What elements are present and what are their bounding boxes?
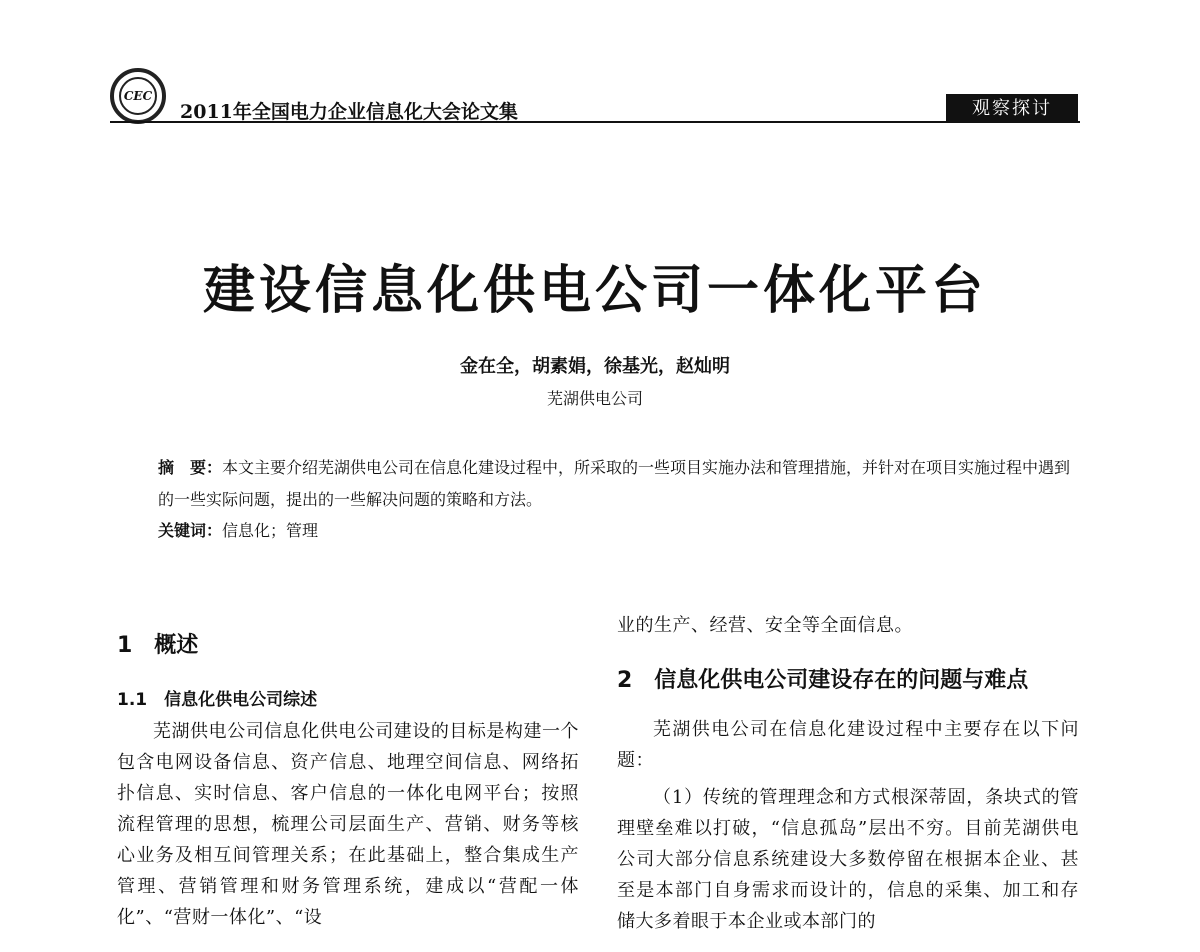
section-2-intro: 芜湖供电公司在信息化建设过程中主要存在以下问题：: [617, 719, 1079, 771]
authors: 金在全，胡素娟，徐基光，赵灿明: [460, 356, 730, 377]
continuation-text: 业的生产、经营、安全等全面信息。: [617, 615, 913, 636]
section-tag: 观察探讨: [946, 94, 1078, 122]
abstract: [158, 452, 1083, 516]
section-2-heading: 2 信息化供电公司建设存在的问题与难点: [617, 668, 1029, 693]
abstract-label: 摘 要：: [158, 458, 223, 477]
paper-title: 建设信息化供电公司一体化平台: [202, 260, 987, 321]
left-column: [117, 628, 579, 933]
affiliation: 芜湖供电公司: [546, 389, 643, 408]
section-1-1-heading: 1.1 信息化供电公司综述: [117, 690, 318, 710]
keywords-text: 信息化；管理: [222, 521, 319, 540]
section-1-1-paragraph: 芜湖供电公司信息化供电公司建设的目标是构建一个包含电网设备信息、资产信息、地理空间信息、网络拓扑信息、实时信息、客户信息的一体化电网平台；按照流程管理的思想，梳理公司层面生产、营销、财务等核心业务及相互间管理关系；在此基础上，整合集成生产管理、营销管理和财务管理系统，建成以“营配一体化”、“营财一体化”、“设: [117, 721, 579, 928]
keywords-label: 关键词：: [158, 521, 223, 540]
keywords: [158, 518, 1083, 541]
header-divider: [110, 121, 1080, 123]
cec-logo: [110, 68, 166, 124]
running-head: 2011年全国电力企业信息化大会论文集: [180, 101, 518, 123]
logo-text: CEC: [123, 89, 153, 103]
cec-logo-mark: [119, 77, 157, 115]
right-column: [617, 610, 1079, 937]
abstract-text: 本文主要介绍芜湖供电公司在信息化建设过程中，所采取的一些项目实施办法和管理措施，并针对在项目实施过程中遇到的一些实际问题，提出的一些解决问题的策略和方法。: [158, 458, 1071, 509]
section-1-heading: 1 概述: [117, 633, 199, 658]
section-2-point-1: （1）传统的管理理念和方式根深蒂固，条块式的管理壁垒难以打破，“信息孤岛”层出不穷。目前芜湖供电公司大部分信息系统建设大多数停留在根据本企业、甚至是本部门自身需求而设计的，信息的采集、加工和存储大多着眼于本企业或本部门的: [617, 787, 1079, 932]
